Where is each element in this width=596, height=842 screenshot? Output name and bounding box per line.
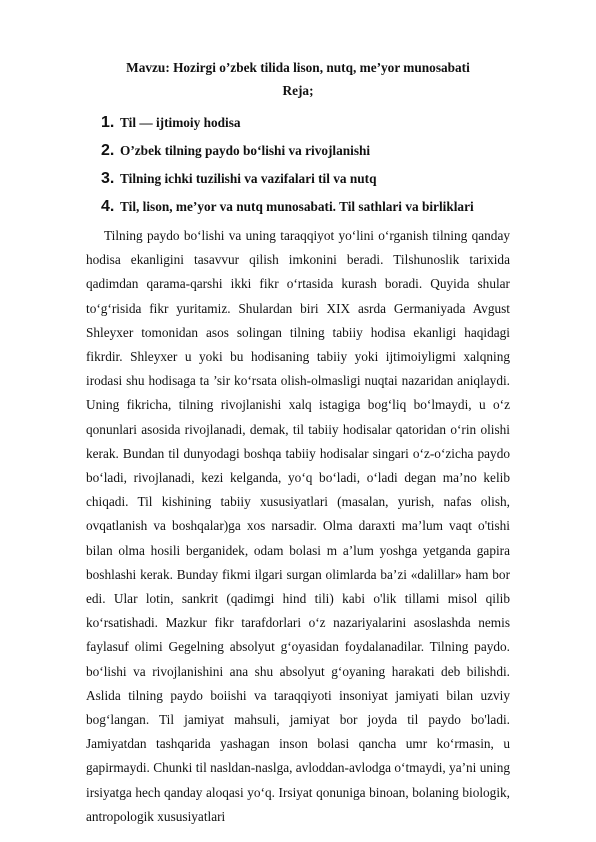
plan-item-number: 2.	[101, 142, 115, 159]
plan-item-text: Til, lison, me’yor va nutq munosabati. Til sathlari va birliklari	[120, 199, 474, 214]
plan-item	[101, 114, 521, 142]
document-title: Mavzu: Hozirgi o’zbek tilida lison, nutq, me’yor munosabati	[126, 60, 470, 75]
plan-item	[101, 198, 521, 226]
plan-item-text: Til — ijtimoiy hodisa	[120, 115, 241, 130]
plan-item-text: Tilning ichki tuzilishi va vazifalari til va nutq	[120, 171, 377, 186]
body-paragraph: Tilning paydo bo‘lishi va uning taraqqiyot yo‘lini o‘rganish tilning qanday hodisa ekanligini tasavvur qilish imkonini beradi. Tilshunoslik tarixida qadimdan qarama-qarshi ikki fikr o‘rtasida kurash boradi. Quyida shular to‘g‘risida fikr yuritamiz. Shulardan biri XIX asrda Germaniyada Avgust Shleyxer tomonidan asos solingan tilning tabiiy hodisa ekanligi haqidagi fikrdir. Shleyxer u yoki bu hodisaning tabiiy yoki ijtimoiyligmi xalqning irodasi shu hodisaga ta ’sir ko‘rsata olish-olmasligi nuqtai nazaridan aniqlaydi. Uning fikricha, tilning rivojlanishi xalq istagiga bog‘liq bo‘lmaydi, u o‘z qonunlari asosida rivojlanadi, demak, til tabiiy hodisalar qatoridan o‘rin olishi kerak. Bundan til dunyodagi boshqa tabiiy hodisalar singari o‘z-o‘zicha paydo bo‘ladi, rivojlanadi, kezi kelganda, yo‘q bo‘ladi, o‘ladi degan ma’no kelib chiqadi. Til kishining tabiiy xususiyatlari (masalan, yurish, nafas olish, ovqatlanish va boshqalar)ga xos narsadir. Olma daraxti ma’lum vaqt o'tishi bilan olma hosili berganidek, odam bolasi m a’lum yoshga yetganda gapira boshlashi kerak. Bunday fikmi ilgari surgan olimlarda ba’zi «dalillar» ham bor edi. Ular lotin, sankrit (qadimgi hind tili) kabi o'lik tillami misol qilib ko‘rsatishadi. Mazkur fikr tarafdorlari o‘z nazariyalarini asoslashda nemis faylasuf olimi Gegelning absolyut g‘oyasidan foydalanadilar. Tilning paydo. bo‘lishi va rivojlanishini ana shu absolyut g‘oyaning harakati deb bilishdi. Aslida tilning paydo boiishi va taraqqiyoti insoniyat jamiyati bilan uzviy bog‘langan. Til jamiyat mahsuli, jamiyat bor joyda til paydo bo'ladi. Jamiyatdan tashqarida yashagan inson bolasi qancha umr ko‘rmasin, u gapirmaydi. Chunki til nasldan-naslga, avloddan-avlodga o‘tmaydi, ya’ni uning irsiyatga hech qanday aloqasi yo‘q. Irsiyat qonuniga binoan, bolaning biologik, antropologik xususiyatlari	[86, 228, 510, 824]
plan-list	[101, 114, 521, 226]
plan-item-number: 1.	[101, 114, 115, 131]
plan-item-text: O’zbek tilning paydo bo‘lishi va rivojlanishi	[120, 143, 371, 158]
plan-item	[101, 170, 521, 198]
plan-heading: Reja;	[282, 83, 314, 98]
plan-item-number: 3.	[101, 170, 115, 187]
plan-item	[101, 142, 521, 170]
plan-item-number: 4.	[101, 198, 115, 215]
